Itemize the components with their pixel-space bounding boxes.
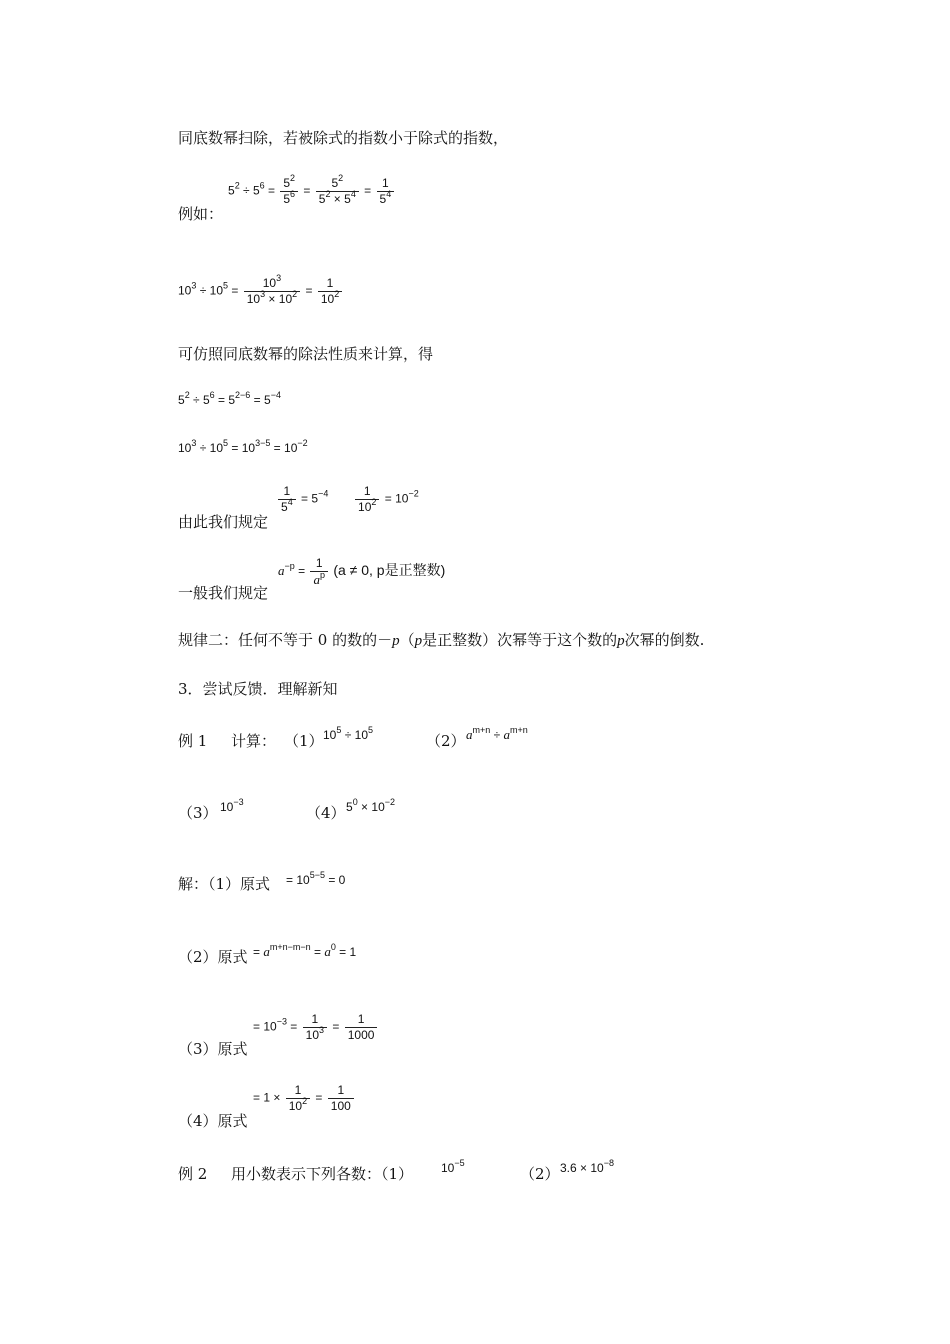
rule-two: 规律二：任何不等于 0 的数的－p（p是正整数）次幂等于这个数的p次幂的倒数. xyxy=(178,631,705,649)
example1-part1-formula: $10^5 \div 10^5$ xyxy=(323,725,374,742)
example2-label: 例 2 xyxy=(178,1165,208,1183)
example1-part4-formula: $5^0 \times 10^{-2}$ xyxy=(346,797,396,814)
formula-definition-examples: $\frac{1}{5^4}$ = $5^{-4}$ $\frac{1}{10^2}$ = $10^{-2}$ xyxy=(276,484,419,515)
solution1-label: 解：（1）原式 xyxy=(178,875,271,893)
example1-part3-label: （3） xyxy=(178,804,218,822)
solution2-formula: = $a^{m+n-m-n} = a^0 = 1$ xyxy=(253,942,357,959)
solution2-label: （2）原式 xyxy=(178,948,248,966)
example2-part2-formula: $3.6 \times 10^{-8}$ xyxy=(560,1158,614,1175)
imitate-text: 可仿照同底数幂的除法性质来计算，得 xyxy=(178,345,434,363)
formula-10-power-rule: $10^3 \div 10^5 = 10^{3-5} = 10^{-2}$ xyxy=(178,438,308,455)
general-label: 一般我们规定 xyxy=(178,584,269,602)
solution1-formula: = $10^{5-5} = 0$ xyxy=(286,870,346,887)
solution4-label: （4）原式 xyxy=(178,1112,248,1130)
define-label: 由此我们规定 xyxy=(178,513,269,531)
solution4-formula: = 1 × $\frac{1}{10^2}$ = $\frac{1}{100}$ xyxy=(253,1083,356,1114)
section-heading: 3．尝试反馈．理解新知 xyxy=(178,680,338,698)
formula-10-division: $10^3 \div 10^5$ = $\frac{10^3}{10^3 \times 10^2}$ = $\frac{1}{10^2}$ xyxy=(178,276,344,307)
example2-part1-formula: $10^{-5}$ xyxy=(441,1158,465,1175)
example1-calc: 计算： xyxy=(231,732,277,750)
example2-part2-label: （2） xyxy=(520,1165,560,1183)
intro-text: 同底数幂扫除，若被除式的指数小于除式的指数， xyxy=(178,129,509,147)
example1-part3-formula: $10^{-3}$ xyxy=(220,797,244,814)
example1-part2-formula: $a^{m+n} \div a^{m+n}$ xyxy=(466,725,528,742)
solution3-formula: = $10^{-3}$ = $\frac{1}{10^3}$ = $\frac{1}{1000}$ xyxy=(253,1012,379,1043)
example1-label: 例 1 xyxy=(178,732,208,750)
formula-5-power-rule: $5^2 \div 5^6 = 5^{2-6} = 5^{-4}$ xyxy=(178,390,281,407)
formula-5-division: $5^2 \div 5^6$ = $\frac{5^2}{5^6}$ = $\frac{5^2}{5^2 \times 5^4}$ = $\frac{1}{5^4}$ xyxy=(228,176,396,207)
example1-part2-label: （2） xyxy=(426,732,466,750)
example1-part4-label: （4） xyxy=(306,804,346,822)
example1-part1-label: （1） xyxy=(284,732,324,750)
example2-text: 用小数表示下列各数：（1） xyxy=(231,1165,414,1183)
solution3-label: （3）原式 xyxy=(178,1040,248,1058)
example-label: 例如： xyxy=(178,205,224,223)
formula-general-definition: $a^{-p}$ = $\frac{1}{a^p}$ (a ≠ 0, p是正整数) xyxy=(278,556,446,587)
